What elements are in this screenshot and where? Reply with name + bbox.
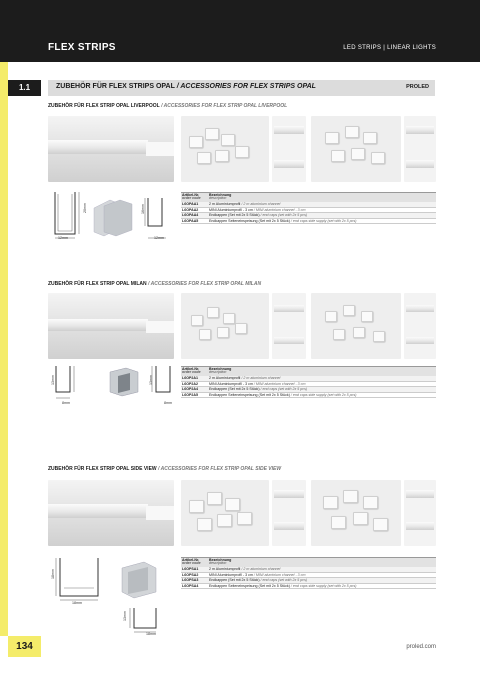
block-title-en: / ACCESSORIES FOR FLEX STRIP OPAL MILAN bbox=[146, 281, 262, 287]
description-en: / MINI aluminium channel - 3 cm bbox=[252, 381, 306, 386]
order-code: L6OPSA2 bbox=[182, 572, 199, 577]
section-title-bar bbox=[48, 80, 435, 96]
dim-height-a: 18mm bbox=[51, 569, 55, 579]
table-header bbox=[181, 367, 436, 376]
detail-photo bbox=[272, 293, 306, 359]
description bbox=[208, 387, 436, 392]
header-breadcrumb: LED STRIPS | LINEAR LIGHTS bbox=[343, 45, 436, 51]
description-en: / end caps (set with 2x 5 pcs) bbox=[259, 387, 308, 392]
block-title-de: ZUBEHÖR FÜR FLEX STRIP OPAL MILAN bbox=[48, 281, 147, 287]
col-order-code-de: Artikel-Nr. bbox=[182, 557, 200, 562]
sidecaps-photo bbox=[311, 480, 401, 546]
block-title-de: ZUBEHÖR FÜR FLEX STRIP OPAL LIVERPOOL bbox=[48, 103, 160, 109]
accent-stripe bbox=[0, 62, 8, 636]
profile-photo bbox=[48, 480, 174, 546]
brand-logo: PROLED bbox=[406, 84, 429, 90]
table-header bbox=[181, 193, 436, 202]
dim-height-a: 20mm bbox=[83, 203, 87, 213]
description bbox=[208, 376, 436, 381]
page-number: 134 bbox=[8, 636, 41, 657]
order-code: L6OP2A4 bbox=[182, 387, 198, 392]
section-title-de: ZUBEHÖR FÜR FLEX STRIPS OPAL bbox=[56, 83, 175, 90]
detail-photo bbox=[272, 116, 306, 182]
description-en: / 2 m aluminium channel bbox=[240, 202, 281, 206]
table-header bbox=[181, 558, 436, 567]
description bbox=[208, 393, 436, 398]
table-row bbox=[181, 393, 436, 399]
description-en: / MINI aluminium channel - 3 cm bbox=[252, 572, 306, 577]
profile-photo bbox=[48, 293, 174, 359]
col-order-code-de: Artikel-Nr. bbox=[182, 366, 200, 371]
description bbox=[208, 567, 436, 572]
description-en: / MINI aluminium channel - 3 cm bbox=[252, 207, 306, 212]
profile-photo bbox=[48, 116, 174, 182]
website-link[interactable]: proled.com bbox=[406, 644, 436, 650]
description-de: MINI Aluminiumprofil - 3 cm bbox=[209, 381, 253, 386]
order-code: L6OPAA4 bbox=[182, 213, 199, 218]
sidecaps-photo bbox=[311, 293, 401, 359]
order-code: L6OPAA1 bbox=[182, 202, 199, 206]
description-de: Endkappen (Set mit 2x 5 Stück) bbox=[209, 213, 260, 218]
order-code: L6OPSA3 bbox=[182, 578, 199, 583]
description-de: Endkappen Seiteneinspeisung (Set mit 2x 5 Stück) bbox=[209, 583, 290, 588]
section-title-en: / ACCESSORIES FOR FLEX STRIPS OPAL bbox=[176, 83, 316, 90]
description-en: / end caps (set with 2x 5 pcs) bbox=[259, 213, 308, 218]
dim-width-b: 8mm bbox=[164, 401, 172, 405]
order-code: L6OP2A5 bbox=[182, 392, 198, 397]
description-de: Endkappen (Set mit 2x 5 Stück) bbox=[209, 387, 260, 392]
profile-drawing bbox=[48, 552, 178, 638]
detail-photo-2 bbox=[404, 293, 436, 359]
header-title: FLEX STRIPS bbox=[48, 42, 116, 53]
col-description-de: Bezeichnung bbox=[209, 558, 232, 562]
block-sideview-title bbox=[48, 466, 281, 472]
description-en: / 2 m aluminium channel bbox=[240, 567, 281, 571]
description-de: Endkappen Seiteneinspeisung (Set mit 2x 5 Stück) bbox=[209, 392, 290, 397]
description-en: / end caps (set with 2x 5 pcs) bbox=[259, 578, 308, 583]
order-code: L6OPSA4 bbox=[182, 583, 199, 588]
description bbox=[208, 208, 436, 213]
col-description-de: Bezeichnung bbox=[209, 193, 232, 197]
block-title-en: / ACCESSORIES FOR FLEX STRIP OPAL LIVERPOOL bbox=[159, 103, 288, 109]
dim-height-a: 13mm bbox=[51, 375, 55, 385]
block-milan-title bbox=[48, 281, 261, 287]
description-de: 2 m Aluminiumprofil bbox=[209, 376, 241, 380]
product-table-sideview bbox=[181, 557, 436, 589]
description-de: 2 m Aluminiumprofil bbox=[209, 567, 241, 571]
description-de: Endkappen (Set mit 2x 5 Stück) bbox=[209, 578, 260, 583]
dim-width-a: 18mm bbox=[72, 601, 82, 605]
description-de: MINI Aluminiumprofil - 3 cm bbox=[209, 572, 253, 577]
sidecaps-photo bbox=[311, 116, 401, 182]
description bbox=[208, 573, 436, 578]
order-code: L6OPAA2 bbox=[182, 207, 199, 212]
dim-height-b: 13mm bbox=[123, 611, 127, 621]
block-liverpool-title bbox=[48, 103, 287, 109]
dim-height-b: 13mm bbox=[149, 375, 153, 385]
description-en: / end caps side supply (set with 2x 5 pcs) bbox=[289, 392, 357, 397]
col-order-code-de: Artikel-Nr. bbox=[182, 192, 200, 197]
dim-width-b: 18mm bbox=[146, 632, 156, 636]
description-de: Endkappen Seiteneinspeisung (Set mit 2x 5 Stück) bbox=[209, 218, 290, 223]
description bbox=[208, 213, 436, 218]
section-number: 1.1 bbox=[8, 80, 41, 96]
endcaps-photo bbox=[181, 293, 269, 359]
description-de: MINI Aluminiumprofil - 3 cm bbox=[209, 207, 253, 212]
endcaps-photo bbox=[181, 480, 269, 546]
dim-width-b: 12mm bbox=[154, 236, 164, 240]
dim-width-a: 8mm bbox=[62, 401, 70, 405]
block-title-de: ZUBEHÖR FÜR FLEX STRIP OPAL SIDE VIEW bbox=[48, 466, 157, 472]
description-en: / 2 m aluminium channel bbox=[240, 376, 281, 380]
page-header bbox=[0, 0, 480, 62]
detail-photo-2 bbox=[404, 116, 436, 182]
col-order-code-en: order code bbox=[182, 561, 201, 566]
detail-photo-2 bbox=[404, 480, 436, 546]
description-en: / end caps side supply (set with 2x 5 pcs) bbox=[289, 218, 357, 223]
description bbox=[208, 578, 436, 583]
detail-photo bbox=[272, 480, 306, 546]
col-description-en: description bbox=[209, 370, 227, 375]
block-title-en: / ACCESSORIES FOR FLEX STRIP OPAL SIDE VIEW bbox=[156, 466, 282, 472]
description bbox=[208, 219, 436, 224]
section-title bbox=[56, 83, 316, 90]
description bbox=[208, 202, 436, 207]
table-row bbox=[181, 219, 436, 225]
description bbox=[208, 584, 436, 589]
dim-height-b: 16mm bbox=[141, 204, 145, 214]
order-code: L6OPAA5 bbox=[182, 218, 199, 223]
description-de: 2 m Aluminiumprofil bbox=[209, 202, 241, 206]
dim-width-a: 12mm bbox=[58, 236, 68, 240]
col-description-en: description bbox=[209, 561, 227, 566]
order-code: L6OP2A1 bbox=[182, 376, 198, 380]
col-description-de: Bezeichnung bbox=[209, 367, 232, 371]
product-table-liverpool bbox=[181, 192, 436, 224]
description bbox=[208, 382, 436, 387]
description-en: / end caps side supply (set with 2x 5 pcs) bbox=[289, 583, 357, 588]
table-row bbox=[181, 584, 436, 590]
order-code: L6OP2A2 bbox=[182, 381, 198, 386]
order-code: L6OPSA1 bbox=[182, 567, 199, 571]
col-order-code-en: order code bbox=[182, 196, 201, 201]
endcaps-photo bbox=[181, 116, 269, 182]
col-order-code-en: order code bbox=[182, 370, 201, 375]
product-table-milan bbox=[181, 366, 436, 398]
col-description-en: description bbox=[209, 196, 227, 201]
